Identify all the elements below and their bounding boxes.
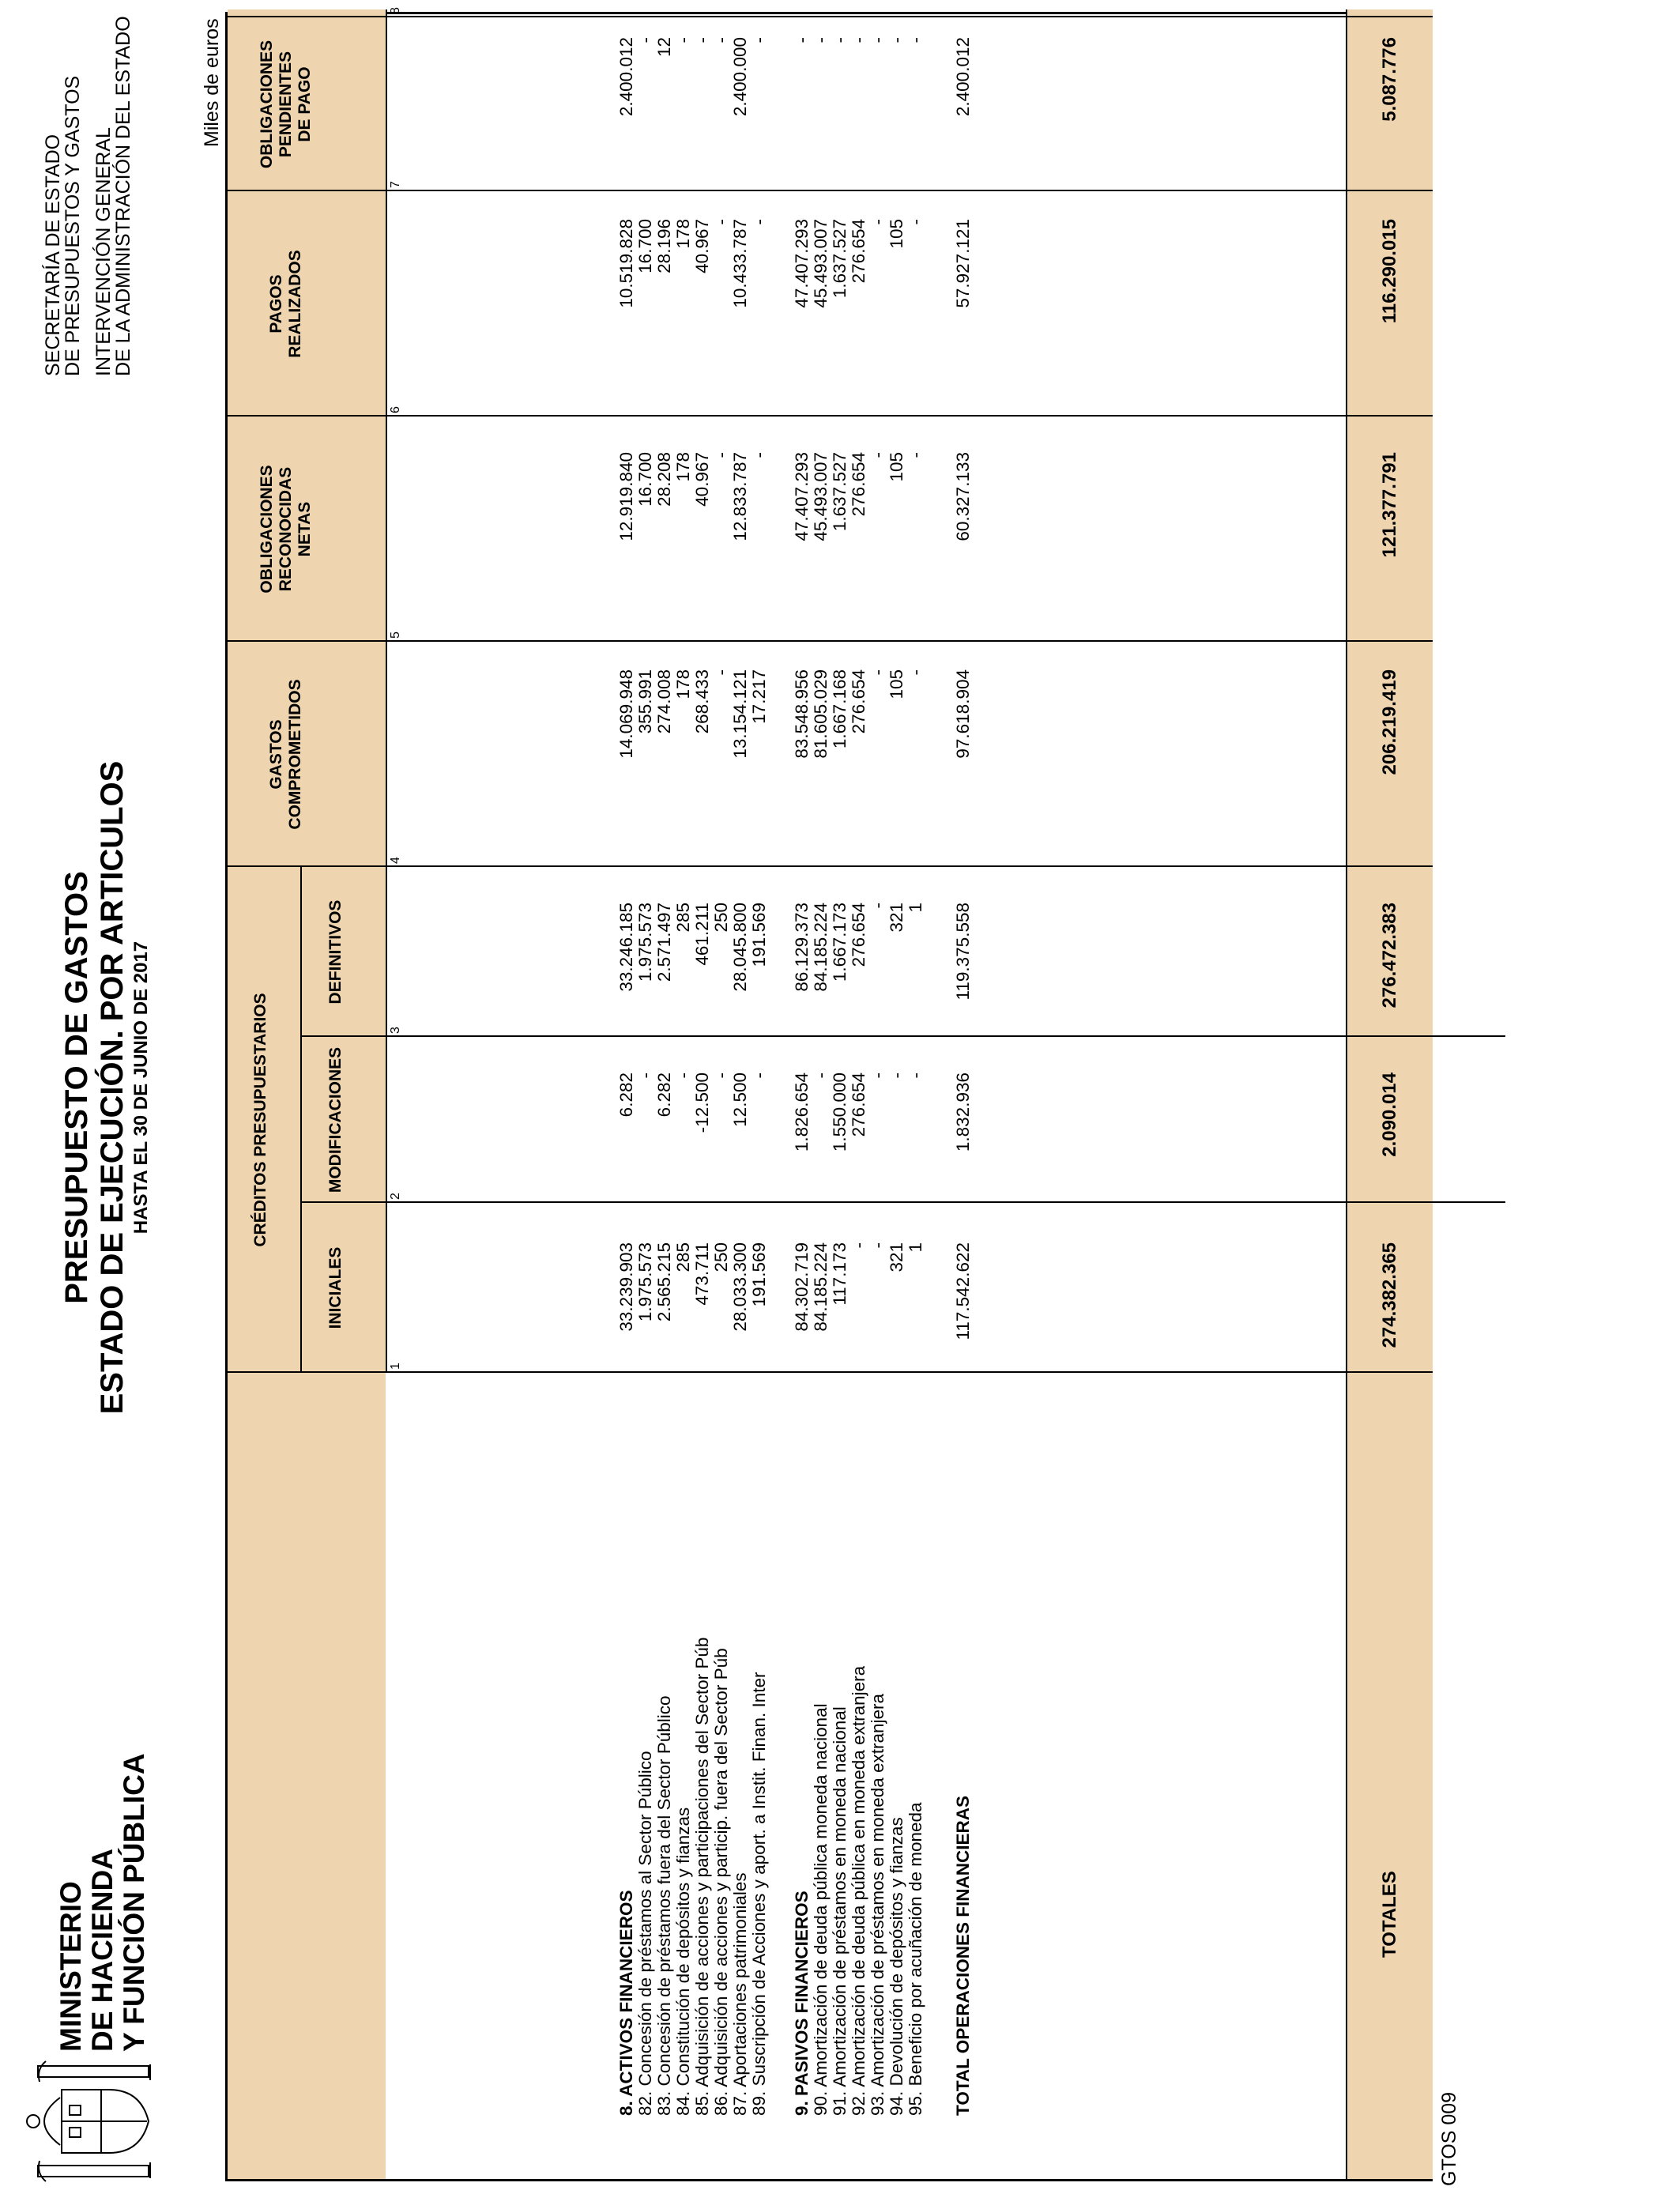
row-label: 95. Beneficio por acuñación de moneda <box>906 1802 925 2116</box>
row-value-col5: 16.700 <box>635 452 655 507</box>
row-value-col2: - <box>811 1072 831 1079</box>
row-value-col7: - <box>868 37 887 43</box>
column-header-1: INICIALES <box>326 1246 345 1329</box>
row-value-col7: - <box>792 37 812 43</box>
column-number-3: 3 <box>389 1027 402 1034</box>
row-value-col2: 12.500 <box>730 1072 750 1127</box>
row-value-col2: - <box>906 1072 925 1079</box>
intervencion-line-2: DE LA ADMINISTRACIÓN DEL ESTADO <box>112 16 134 376</box>
row-value-col3: 2.571.497 <box>654 903 674 982</box>
row-value-col2: - <box>887 1072 906 1079</box>
row-value-col4: 13.154.121 <box>730 669 750 759</box>
row-value-col3: 84.185.224 <box>811 903 831 992</box>
row-label: 94. Devolución de depósitos y fianzas <box>887 1817 906 2116</box>
row-value-col6: - <box>711 219 731 225</box>
row-value-col4: 355.991 <box>635 669 655 734</box>
row-value-col8 <box>792 0 812 17</box>
row-value-col1: - <box>849 1242 868 1249</box>
row-value-col1: 1.975.573 <box>635 1242 655 1322</box>
row-label: 93. Amortización de préstamos en moneda extranjera <box>868 1693 887 2116</box>
row-label: 9. PASIVOS FINANCIEROS <box>792 1891 812 2116</box>
row-label: 91. Amortización de préstamos en moneda nacional <box>830 1706 849 2116</box>
row-value-col3: 86.129.373 <box>792 903 812 992</box>
row-value-col6: - <box>868 219 887 225</box>
row-value-col5: - <box>868 452 887 458</box>
row-value-col1: 28.033.300 <box>730 1242 750 1332</box>
column-number-8: 8 <box>389 7 402 14</box>
row-value-col2: 6.282 <box>616 1072 636 1118</box>
row-value-col6: 47.407.293 <box>792 219 812 308</box>
row-value-col6: 105 <box>887 219 906 249</box>
row-value-col7: 2.400.012 <box>616 37 636 117</box>
row-value-col1: 84.302.719 <box>792 1242 812 1332</box>
row-value-col4: 81.605.029 <box>811 669 831 759</box>
secretaria-line-2: DE PRESUPUESTOS Y GASTOS <box>62 75 84 376</box>
group-header-line <box>300 867 302 1373</box>
execution-table <box>225 7 1433 2181</box>
row-value-col5: - <box>749 452 769 458</box>
row-value-col4: - <box>906 669 925 676</box>
row-label: 86. Adquisición de acciones y particip. fuera del Sector Púb <box>711 1648 731 2116</box>
totals-value-col8 <box>1379 0 1401 17</box>
row-value-col3: 119.375.558 <box>953 903 973 1001</box>
row-value-col3: 285 <box>673 903 693 933</box>
row-value-col2: - <box>635 1072 655 1079</box>
totals-value-col3: 276.472.383 <box>1379 903 1400 1008</box>
row-value-col6: 16.700 <box>635 219 655 273</box>
row-value-col8 <box>730 0 751 17</box>
title-line-1: PRESUPUESTO DE GASTOS <box>59 871 94 1304</box>
row-label: 92. Amortización de deuda pública en moneda extranjera <box>849 1665 868 2116</box>
row-value-col5: 178 <box>673 452 693 482</box>
row-value-col6: 28.196 <box>654 219 674 273</box>
ministry-line-2: DE HACIENDA <box>86 1849 119 2052</box>
row-value-col7: - <box>906 37 925 43</box>
row-value-col2: 1.832.936 <box>953 1072 973 1152</box>
row-label: 84. Constitución de depósitos y fianzas <box>673 1807 693 2116</box>
row-label: 89. Suscripción de Acciones y aport. a Instit. Finan. Inter <box>749 1672 769 2116</box>
row-value-col5: 28.208 <box>654 452 674 507</box>
row-value-col5: 12.833.787 <box>730 452 750 541</box>
ministry-name <box>55 1753 150 2052</box>
row-value-col1: 191.569 <box>749 1242 769 1307</box>
row-label: 82. Concesión de préstamos al Sector Público <box>635 1751 655 2116</box>
row-value-col1: 473.711 <box>692 1242 712 1306</box>
row-label: 85. Adquisición de acciones y participaciones del Sector Púb <box>692 1637 712 2116</box>
row-value-col8 <box>635 0 656 17</box>
row-value-col7: 2.400.012 <box>953 37 973 117</box>
row-value-col7: 2.400.000 <box>730 37 750 117</box>
row-value-col7: - <box>849 37 868 43</box>
row-value-col4: 83.548.956 <box>792 669 812 759</box>
row-value-col8 <box>906 0 926 17</box>
row-value-col2: - <box>749 1072 769 1079</box>
intervencion-line-1: INTERVENCIÓN GENERAL <box>92 127 115 376</box>
row-value-col5: 45.493.007 <box>811 452 831 541</box>
row-value-col3: 461.211 <box>692 903 712 966</box>
row-value-col8 <box>849 0 869 17</box>
row-value-col6: 276.654 <box>849 219 868 284</box>
row-value-col3: 321 <box>887 903 906 933</box>
row-value-col5: 40.967 <box>692 452 712 507</box>
row-value-col8 <box>811 0 831 17</box>
row-value-col4: 97.618.904 <box>953 669 973 759</box>
row-value-col4: 178 <box>673 669 693 699</box>
column-number-4: 4 <box>389 857 402 864</box>
row-value-col3: 1.667.173 <box>830 903 849 982</box>
row-value-col6: 40.967 <box>692 219 712 273</box>
row-value-col6: 10.519.828 <box>616 219 636 308</box>
column-header-8 <box>267 0 305 17</box>
row-value-col8 <box>830 0 850 17</box>
row-value-col5: 12.919.840 <box>616 452 636 541</box>
column-header-3: DEFINITIVOS <box>326 899 345 1005</box>
column-number-1: 1 <box>389 1363 402 1370</box>
row-value-col6: 178 <box>673 219 693 249</box>
row-value-col4: 274.008 <box>654 669 674 734</box>
row-value-col8 <box>711 0 732 17</box>
row-value-col7: - <box>673 37 693 43</box>
row-value-col1: 250 <box>711 1242 731 1272</box>
row-value-col2: 6.282 <box>654 1072 674 1118</box>
row-value-col1: 285 <box>673 1242 693 1272</box>
row-value-col3: 276.654 <box>849 903 868 967</box>
row-value-col5: - <box>711 452 731 458</box>
row-value-col8 <box>692 0 713 17</box>
totals-value-col1: 274.382.365 <box>1379 1242 1400 1348</box>
secretaria-line-1: SECRETARÍA DE ESTADO <box>42 134 64 376</box>
row-value-col2: - <box>673 1072 693 1079</box>
row-label: 83. Concesión de préstamos fuera del Sector Público <box>654 1695 674 2116</box>
row-value-col7: 12 <box>654 37 674 58</box>
row-value-col1: 84.185.224 <box>811 1242 831 1332</box>
totals-value-col2: 2.090.014 <box>1379 1072 1400 1157</box>
row-value-col6: 45.493.007 <box>811 219 831 308</box>
row-value-col8 <box>616 0 637 17</box>
row-value-col1: 321 <box>887 1242 906 1272</box>
title-line-3: HASTA EL 30 DE JUNIO DE 2017 <box>130 941 152 1235</box>
row-value-col6: 1.637.527 <box>830 219 849 299</box>
row-label: 87. Aportaciones patrimoniales <box>730 1872 750 2116</box>
row-value-col5: - <box>906 452 925 458</box>
row-value-col8 <box>749 0 770 17</box>
row-value-col2: 276.654 <box>849 1072 868 1137</box>
row-value-col2: 1.826.654 <box>792 1072 812 1152</box>
totals-value-col4: 206.219.419 <box>1379 669 1400 775</box>
totals-label: TOTALES <box>1379 1871 1400 1958</box>
row-value-col1: 117.173 <box>830 1242 849 1306</box>
row-value-col2: -12.500 <box>692 1072 712 1133</box>
row-value-col4: - <box>711 669 731 676</box>
row-value-col3: 28.045.800 <box>730 903 750 992</box>
row-value-col3: 1 <box>906 903 925 913</box>
totals-top-line <box>1346 9 1347 2179</box>
row-value-col6: 57.927.121 <box>953 219 973 308</box>
row-value-col1: 117.542.622 <box>953 1242 973 1340</box>
totals-value-col6: 116.290.015 <box>1379 219 1400 324</box>
row-value-col2: 1.550.000 <box>830 1072 849 1152</box>
ministry-line-1: MINISTERIO <box>55 1881 87 2052</box>
row-value-col1: 2.565.215 <box>654 1242 674 1322</box>
row-value-col7: - <box>711 37 731 43</box>
row-value-col8 <box>673 0 694 17</box>
column-header-6: PAGOS REALIZADOS <box>267 250 304 358</box>
row-value-col4: - <box>868 669 887 676</box>
column-number-7: 7 <box>389 181 402 188</box>
row-value-col4: 17.217 <box>749 669 769 724</box>
column-header-4: GASTOS COMPROMETIDOS <box>267 679 304 830</box>
row-value-col4: 268.433 <box>692 669 712 734</box>
column-header-5: OBLIGACIONES RECONOCIDAS NETAS <box>258 465 314 594</box>
row-value-col5: 1.637.527 <box>830 452 849 532</box>
row-value-col1: 1 <box>906 1242 925 1253</box>
row-value-col8 <box>953 0 974 17</box>
row-value-col6: - <box>906 219 925 225</box>
row-value-col3: - <box>868 903 887 909</box>
footer-code: GTOS 009 <box>1438 2091 1460 2186</box>
row-value-col5: 105 <box>887 452 906 482</box>
row-value-col1: 33.239.903 <box>616 1242 636 1332</box>
row-value-col3: 191.569 <box>749 903 769 967</box>
row-value-col3: 250 <box>711 903 731 933</box>
header-bottom-line <box>386 9 387 1373</box>
row-value-col1: - <box>868 1242 887 1249</box>
row-value-col6: 10.433.787 <box>730 219 750 308</box>
totals-value-col7: 5.087.776 <box>1379 37 1400 122</box>
row-value-col5: 276.654 <box>849 452 868 517</box>
document-title <box>59 732 153 1443</box>
row-value-col8 <box>887 0 907 17</box>
row-value-col2: - <box>868 1072 887 1079</box>
row-value-col2: - <box>711 1072 731 1079</box>
row-value-col4: 105 <box>887 669 906 699</box>
ministry-line-3: Y FUNCIÓN PÚBLICA <box>118 1753 150 2052</box>
column-header-2: MODIFICACIONES <box>326 1046 345 1193</box>
row-label: 90. Amortización de deuda pública moneda nacional <box>811 1703 831 2116</box>
row-value-col4: 1.667.168 <box>830 669 849 749</box>
row-value-col7: - <box>811 37 831 43</box>
row-value-col3: 1.975.573 <box>635 903 655 982</box>
totals-value-col5: 121.377.791 <box>1379 452 1400 558</box>
row-value-col4: 14.069.948 <box>616 669 636 759</box>
row-value-col4: 276.654 <box>849 669 868 734</box>
row-value-col7: - <box>692 37 712 43</box>
row-value-col6: - <box>749 219 769 225</box>
column-header-7: OBLIGACIONES PENDIENTES DE PAGO <box>258 40 314 169</box>
row-value-col7: - <box>635 37 655 43</box>
coat-of-arms-icon <box>22 2058 164 2185</box>
row-value-col7: - <box>830 37 849 43</box>
row-label: 8. ACTIVOS FINANCIEROS <box>616 1890 636 2116</box>
column-number-6: 6 <box>389 406 402 413</box>
row-value-col3: 33.246.185 <box>616 903 636 992</box>
row-value-col8 <box>868 0 888 17</box>
row-value-col7: - <box>887 37 906 43</box>
units-label: Miles de euros <box>201 18 223 147</box>
column-number-2: 2 <box>389 1193 402 1200</box>
title-line-2: ESTADO DE EJECUCIÓN. POR ARTICULOS <box>95 760 130 1415</box>
row-value-col8 <box>654 0 675 17</box>
row-value-col5: 60.327.133 <box>953 452 973 541</box>
row-label: TOTAL OPERACIONES FINANCIERAS <box>953 1795 973 2116</box>
issuer-block <box>43 16 134 376</box>
row-value-col5: 47.407.293 <box>792 452 812 541</box>
row-value-col7: - <box>749 37 769 43</box>
column-number-5: 5 <box>389 631 402 639</box>
group-header-creditos: CRÉDITOS PRESUPUESTARIOS <box>251 993 269 1247</box>
